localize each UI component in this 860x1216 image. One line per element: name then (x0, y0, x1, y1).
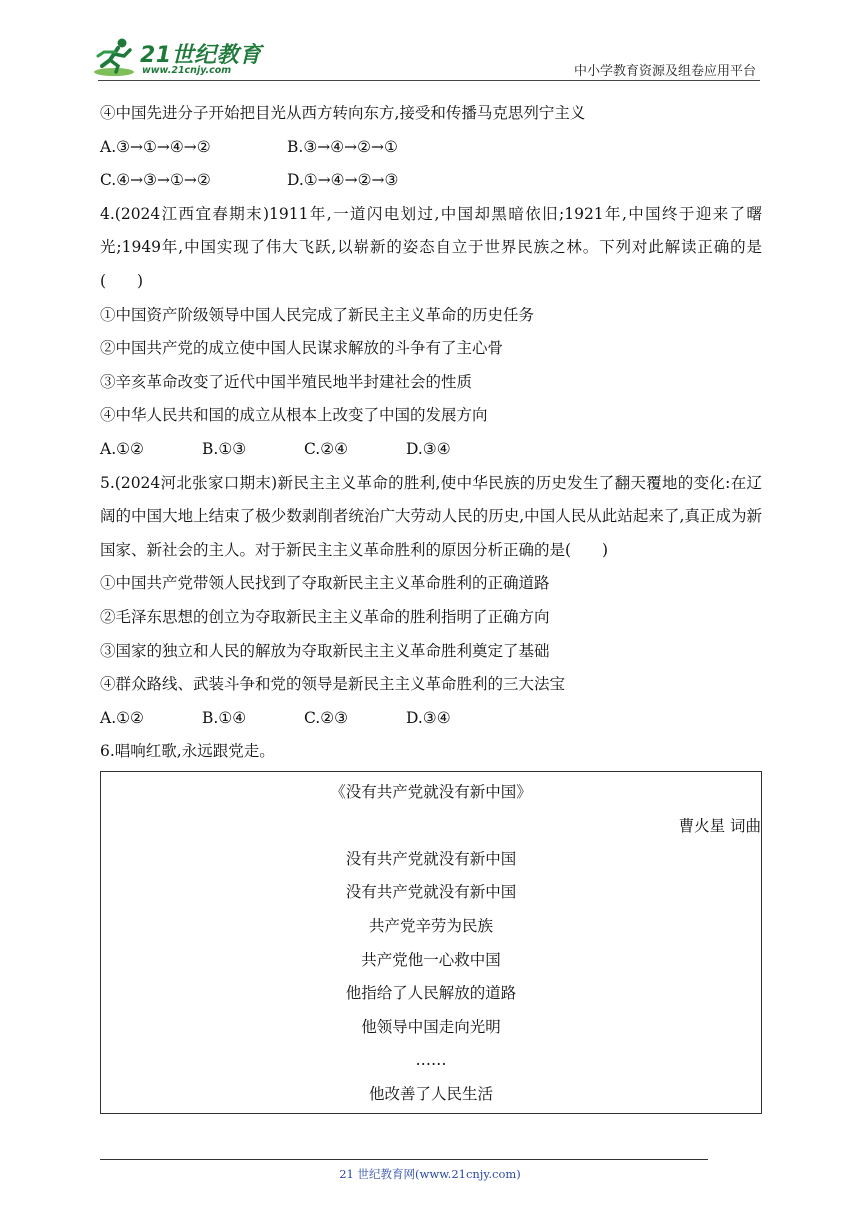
q5-stem: 5.(2024河北张家口期末)新民主主义革命的胜利,使中华民族的历史发生了翻天覆地的变化:在辽阔的中国大地上结束了极少数剥削者统治广大劳动人民的历史,中国人民从此站起来了,真正成为新国家、新社会的主人。对于新民主主义革命胜利的原因分析正确的是( ) (100, 473, 762, 559)
lyric-line: 共产党辛劳为民族 (368, 917, 493, 936)
song-author: 曹火星 词曲 (678, 816, 761, 835)
q5-item-3: ③国家的独立和人民的解放为夺取新民主主义革命胜利奠定了基础 (100, 641, 550, 660)
header-divider (98, 80, 760, 81)
platform-label: 中小学教育资源及组卷应用平台 (573, 64, 756, 79)
q3-item-4: ④中国先进分子开始把目光从西方转向东方,接受和传播马克思列宁主义 (100, 104, 586, 122)
runner-logo-icon (92, 36, 140, 78)
q3-options-row-1 (100, 131, 762, 165)
q3-option-d[interactable]: D.①→④→②→③ (287, 171, 399, 190)
song-title: 《没有共产党就没有新中国》 (330, 782, 532, 801)
question-content (100, 97, 762, 1114)
q3-option-c[interactable]: C.④→③→①→② (100, 171, 211, 190)
footer-divider (100, 1159, 708, 1160)
q4-option-d[interactable]: D.③④ (406, 439, 451, 458)
song-lyrics-box (100, 771, 762, 1114)
q4-stem: 4.(2024江西宜春期末)1911年,一道闪电划过,中国却黑暗依旧;1921年,中国终于迎来了曙光;1949年,中国实现了伟大飞跃,以崭新的姿态自立于世界民族之林。下列对此解读正确的是( ) (100, 204, 762, 290)
lyric-line: 没有共产党就没有新中国 (345, 849, 517, 868)
q5-option-a[interactable]: A.①② (100, 708, 144, 727)
site-logo[interactable] (92, 36, 262, 78)
logo-url: www.21cnjy.com (142, 65, 232, 76)
q5-item-1: ①中国共产党带领人民找到了夺取新民主主义革命胜利的正确道路 (100, 574, 550, 593)
q4-item-4: ④中华人民共和国的成立从根本上改变了中国的发展方向 (100, 406, 488, 425)
lyric-line: 他领导中国走向光明 (361, 1017, 501, 1036)
q5-item-4: ④群众路线、武装斗争和党的领导是新民主主义革命胜利的三大法宝 (100, 675, 566, 694)
logo-text: 21世纪教育 (140, 43, 262, 68)
q4-item-3: ③辛亥革命改变了近代中国半殖民地半封建社会的性质 (100, 372, 473, 391)
lyric-line: 他指给了人民解放的道路 (345, 984, 517, 1003)
lyric-line: 他改善了人民生活 (368, 1085, 493, 1104)
q4-option-a[interactable]: A.①② (100, 439, 144, 458)
q5-option-b[interactable]: B.①④ (202, 708, 247, 727)
q3-option-b[interactable]: B.③→④→②→① (287, 137, 398, 156)
q4-options (100, 433, 762, 467)
q5-options (100, 702, 762, 736)
q3-option-a[interactable]: A.③→①→④→② (100, 137, 211, 156)
lyric-ellipsis: …… (415, 1051, 447, 1070)
q6-stem: 6.唱响红歌,永远跟党走。 (100, 742, 275, 761)
q5-option-c[interactable]: C.②③ (304, 708, 349, 727)
q5-option-d[interactable]: D.③④ (406, 708, 451, 727)
q4-option-b[interactable]: B.①③ (202, 439, 247, 458)
footer-link[interactable]: 21 世纪教育网(www.21cnjy.com) (339, 1167, 521, 1181)
q5-item-2: ②毛泽东思想的创立为夺取新民主主义革命的胜利指明了正确方向 (100, 607, 550, 626)
lyric-line: 没有共产党就没有新中国 (345, 883, 517, 902)
q3-options-row-2 (100, 164, 762, 198)
lyric-line: 共产党他一心救中国 (361, 950, 501, 969)
q4-option-c[interactable]: C.②④ (304, 439, 349, 458)
q4-item-1: ①中国资产阶级领导中国人民完成了新民主主义革命的历史任务 (100, 305, 535, 324)
q4-item-2: ②中国共产党的成立使中国人民谋求解放的斗争有了主心骨 (100, 339, 504, 358)
page-header (0, 0, 860, 84)
